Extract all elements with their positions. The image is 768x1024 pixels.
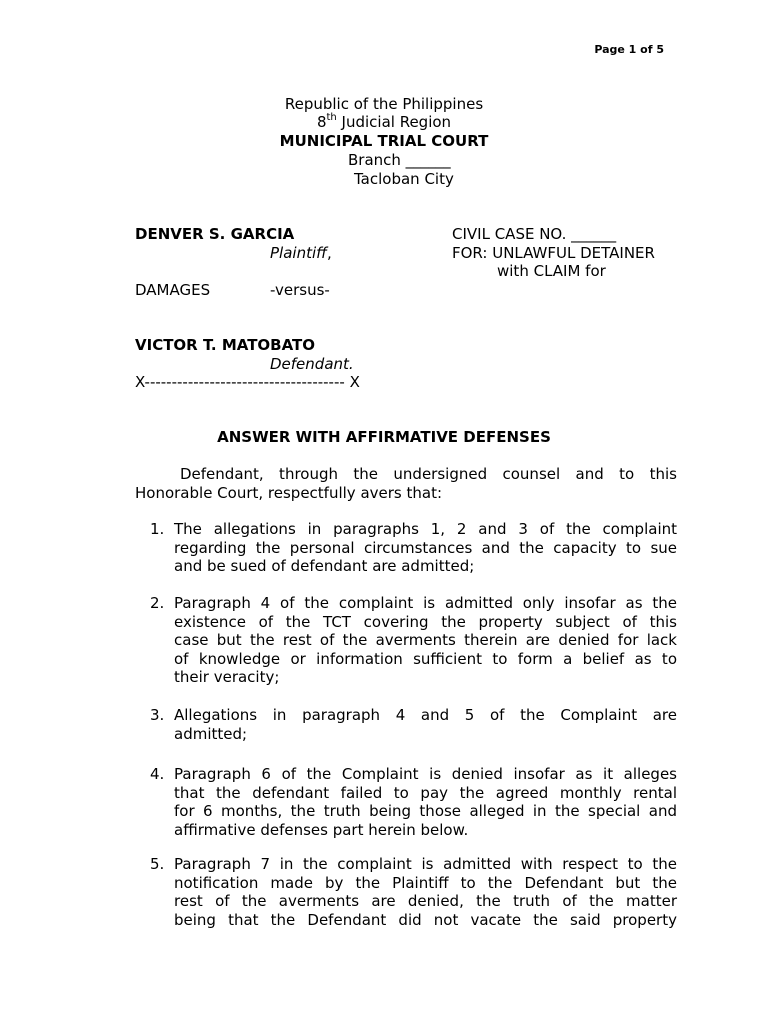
list-item — [150, 706, 677, 743]
item-line: case but the rest of the averments therein are denied for lack — [174, 631, 677, 649]
item-line: for 6 months, the truth being those alleged in the special and — [174, 802, 677, 820]
header-branch: Branch ______ — [348, 151, 451, 169]
intro-line: Defendant, through the undersigned counsel and to this — [180, 465, 677, 483]
case-nature-claim: with CLAIM for — [497, 262, 606, 280]
item-line: Paragraph 4 of the complaint is admitted only insofar as the — [174, 594, 677, 612]
header-region: 8th Judicial Region — [316, 112, 452, 131]
case-nature-damages: DAMAGES — [135, 281, 211, 299]
case-number: CIVIL CASE NO. ______ — [452, 225, 617, 243]
header-court: MUNICIPAL TRIAL COURT — [279, 132, 489, 150]
item-number: 5. — [150, 855, 165, 873]
paragraph-list-1 — [150, 520, 677, 576]
plaintiff-role: Plaintiff, — [270, 244, 332, 262]
item-line: admitted; — [174, 724, 248, 743]
item-line: of knowledge or information sufficient to form a belief as to — [174, 649, 677, 668]
item-line: Allegations in paragraph 4 and 5 of the Complaint are — [174, 706, 677, 724]
case-nature: FOR: UNLAWFUL DETAINER — [452, 244, 655, 262]
item-number: 1. — [150, 520, 165, 538]
header-republic: Republic of the Philippines — [284, 95, 484, 113]
header-city: Tacloban City — [354, 170, 454, 188]
item-line: The allegations in paragraphs 1, 2 and 3 of the complaint — [174, 520, 677, 538]
item-line: affirmative defenses part herein below. — [174, 820, 469, 839]
paragraph-list-2 — [150, 594, 677, 687]
item-number: 3. — [150, 706, 165, 724]
page-number: Page 1 of 5 — [594, 43, 664, 56]
item-line: Paragraph 7 in the complaint is admitted with respect to the — [174, 855, 677, 873]
item-line: existence of the TCT covering the property subject of this — [174, 612, 677, 631]
item-line: that the defendant failed to pay the agreed monthly rental — [174, 783, 677, 802]
item-line: rest of the averments are denied, the truth of the matter — [174, 892, 677, 910]
item-line: and be sued of defendant are admitted; — [174, 557, 475, 575]
item-number: 4. — [150, 765, 165, 783]
item-line: their veracity; — [174, 668, 280, 686]
item-line: being that the Defendant did not vacate the said property — [174, 910, 677, 929]
list-item — [150, 594, 677, 687]
intro-line: Honorable Court, respectfully avers that: — [135, 483, 443, 502]
versus-label: -versus- — [270, 281, 330, 299]
list-item — [150, 855, 677, 929]
defendant-name: VICTOR T. MATOBATO — [135, 336, 316, 354]
paragraph-list-4 — [150, 765, 677, 839]
item-line: Paragraph 6 of the Complaint is denied insofar as it alleges — [174, 765, 677, 783]
item-line: notification made by the Plaintiff to the Defendant but the — [174, 873, 677, 892]
item-number: 2. — [150, 594, 165, 612]
paragraph-list-3 — [150, 706, 677, 743]
item-line: regarding the personal circumstances and the capacity to sue — [174, 538, 677, 557]
intro-paragraph — [135, 465, 677, 502]
list-item — [150, 765, 677, 839]
list-item — [150, 520, 677, 576]
defendant-role: Defendant. — [270, 355, 354, 373]
plaintiff-name: DENVER S. GARCIA — [135, 225, 295, 243]
paragraph-list-5 — [150, 855, 677, 929]
document-title: ANSWER WITH AFFIRMATIVE DEFENSES — [217, 428, 551, 446]
caption-separator: X------------------------------------- X — [135, 373, 360, 391]
